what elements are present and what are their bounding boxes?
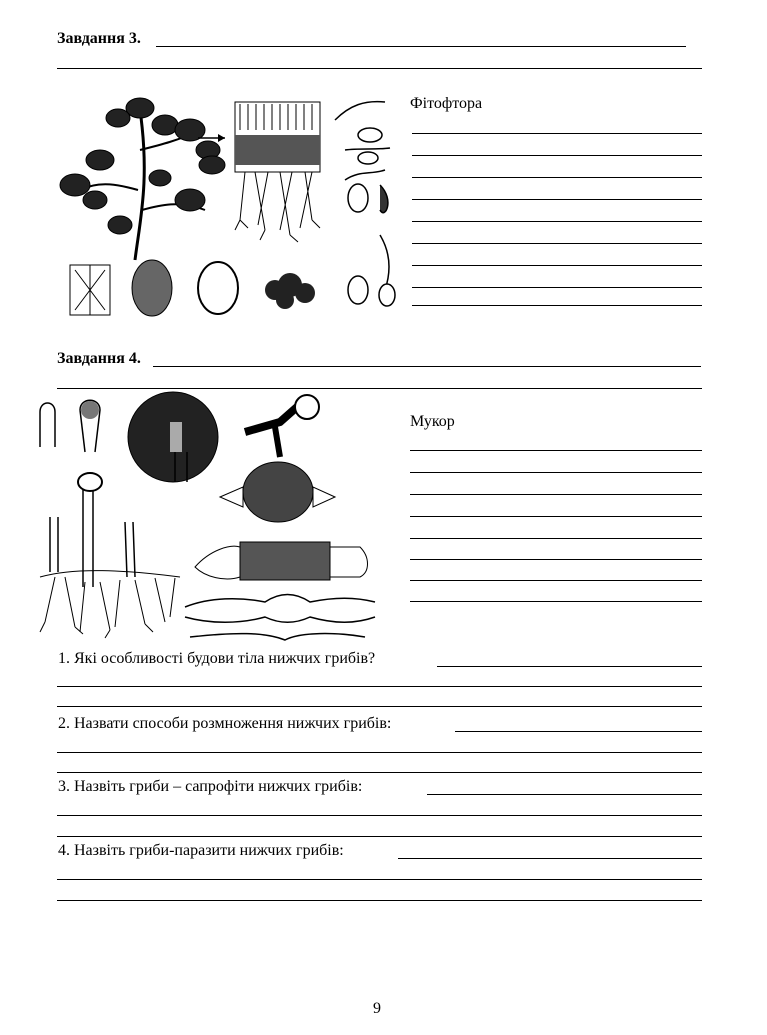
answer-line[interactable] [410, 538, 702, 539]
answer-line[interactable] [412, 287, 702, 288]
question-1: 1. Які особливості будови тіла нижчих грибів? [58, 650, 376, 667]
task3-title: Завдання 3. [57, 30, 141, 47]
answer-line[interactable] [427, 794, 702, 795]
phytophthora-caption: Фітофтора [410, 95, 483, 112]
answer-line[interactable] [57, 900, 702, 901]
answer-line[interactable] [412, 177, 702, 178]
answer-line[interactable] [410, 450, 702, 451]
answer-line[interactable] [57, 772, 702, 773]
answer-line[interactable] [57, 879, 702, 880]
answer-line[interactable] [57, 686, 702, 687]
answer-line[interactable] [410, 494, 702, 495]
answer-line[interactable] [412, 155, 702, 156]
answer-line[interactable] [412, 221, 702, 222]
question-3: 3. Назвіть гриби – сапрофіти нижчих грибів: [58, 778, 363, 795]
task4-answer-line[interactable] [153, 366, 701, 367]
answer-line[interactable] [412, 243, 702, 244]
mucor-illustration [35, 392, 375, 642]
answer-line[interactable] [410, 559, 702, 560]
answer-line[interactable] [412, 305, 702, 306]
answer-line[interactable] [57, 752, 702, 753]
answer-line[interactable] [57, 815, 702, 816]
question-2: 2. Назвати способи розмноження нижчих грибів: [58, 715, 392, 732]
answer-line[interactable] [412, 133, 702, 134]
answer-line[interactable] [455, 731, 702, 732]
answer-line[interactable] [57, 706, 702, 707]
task3-answer-line[interactable] [57, 68, 702, 69]
page-number: 9 [373, 1000, 381, 1017]
mucor-caption: Мукор [410, 413, 455, 430]
task3-answer-line[interactable] [156, 46, 686, 47]
answer-line[interactable] [412, 265, 702, 266]
answer-line[interactable] [57, 836, 702, 837]
answer-line[interactable] [412, 199, 702, 200]
task4-answer-line[interactable] [57, 388, 702, 389]
answer-line[interactable] [410, 580, 702, 581]
answer-line[interactable] [410, 472, 702, 473]
answer-line[interactable] [410, 516, 702, 517]
question-4: 4. Назвіть гриби-паразити нижчих грибів: [58, 842, 344, 859]
phytophthora-illustration [40, 90, 400, 325]
answer-line[interactable] [437, 666, 702, 667]
answer-line[interactable] [398, 858, 702, 859]
task4-title: Завдання 4. [57, 350, 141, 367]
answer-line[interactable] [410, 601, 702, 602]
